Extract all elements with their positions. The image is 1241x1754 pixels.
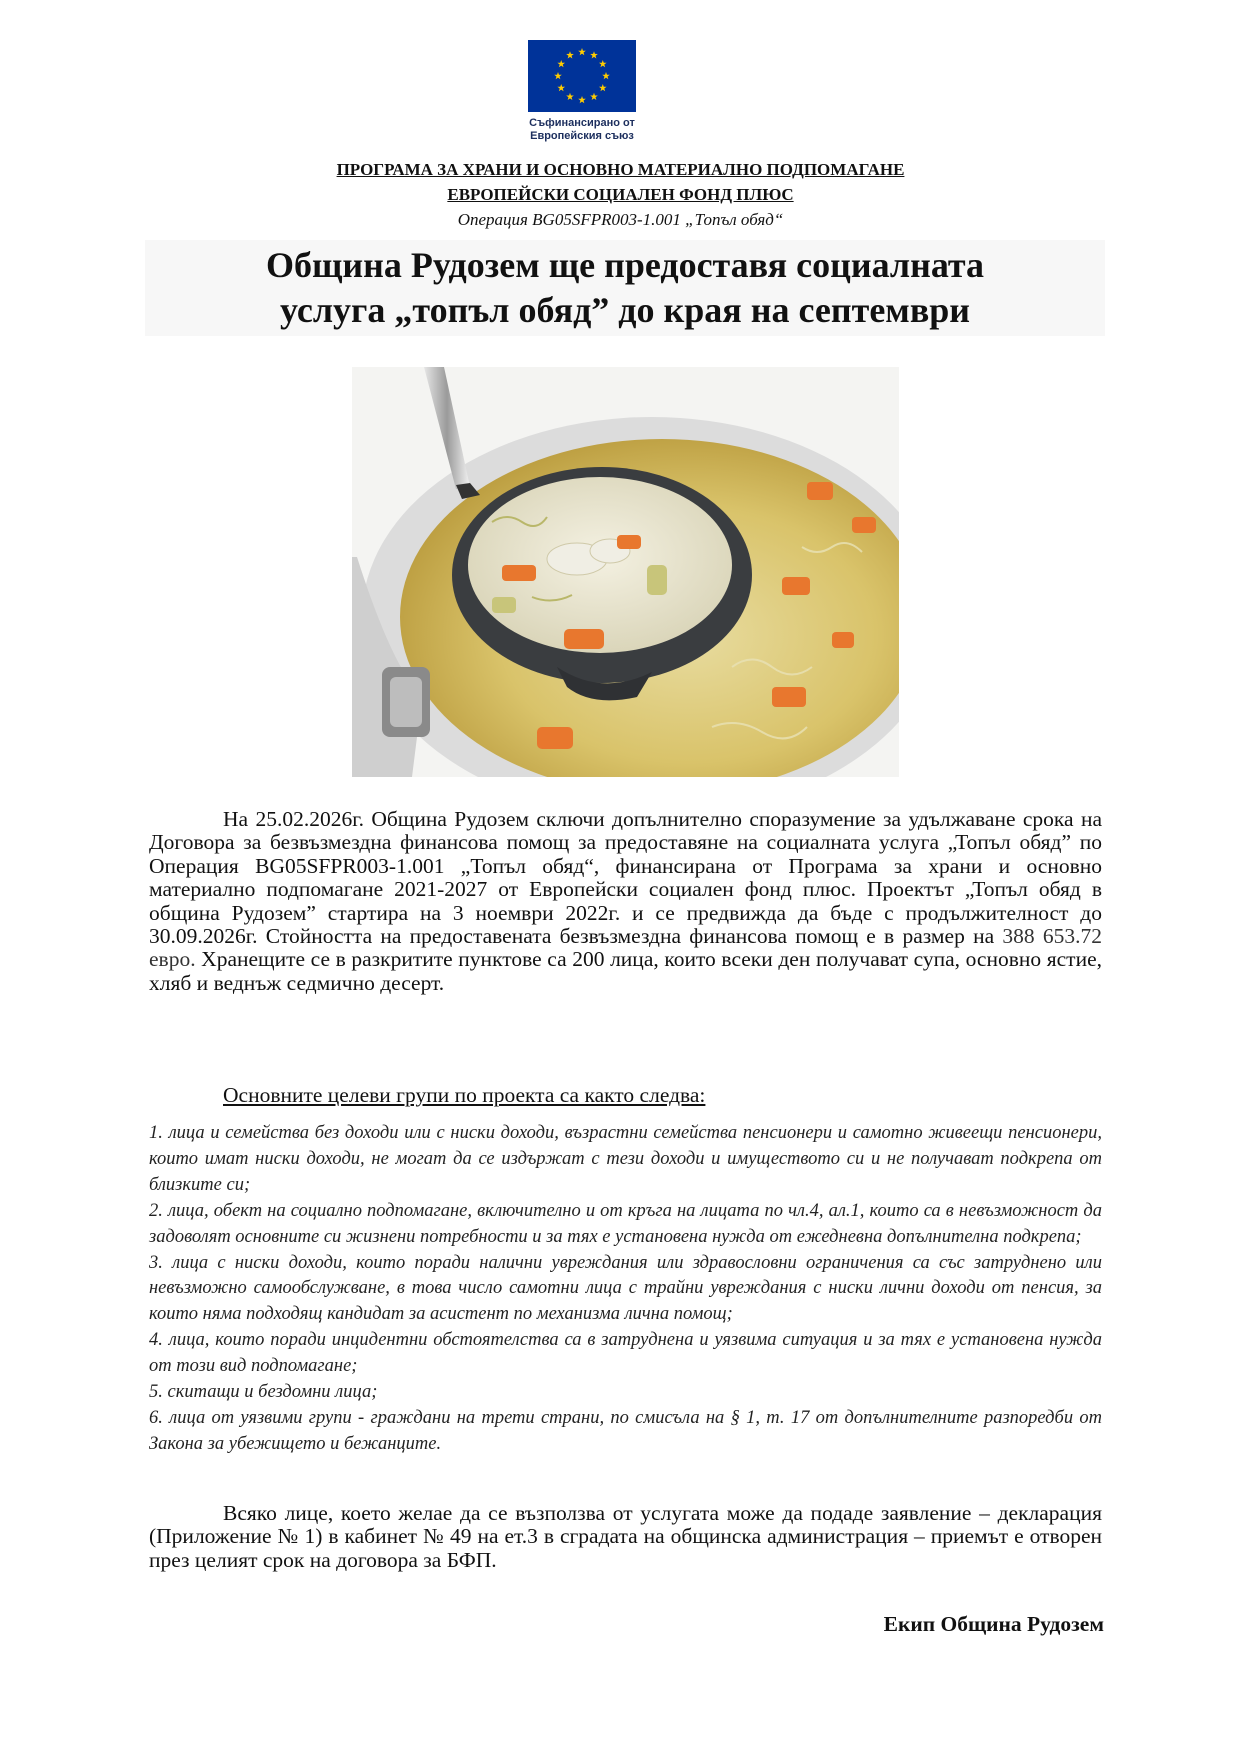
page-title-line2: услуга „топъл обяд” до края на септември (279, 290, 971, 330)
list-item: 2. лица, обект на социално подпомагане, включително и от кръга на лицата по чл.4, ал.1, които са в невъзможност да задоволят основните си жизнени потребности и за тях е установена нужда от ежедневна допълнителна подкрепа; (149, 1200, 1102, 1247)
page-title (145, 243, 1105, 333)
target-groups-heading: Основните целеви групи по проекта са както следва: (223, 1083, 706, 1107)
list-item: 4. лица, които поради инцидентни обстоятелства са в затруднена и уязвима ситуация и за тях е установена нужда от този вид подпомагане; (149, 1330, 1102, 1377)
soup-ladle-photo (352, 367, 899, 777)
list-item: 1. лица и семейства без доходи или с ниски доходи, възрастни семейства пенсионери и самотно живеещи пенсионери, които имат ниски доходи, не могат да се издържат с тези доходи и имуществото си и не получават подкрепа от близките си; (149, 1123, 1102, 1195)
application-paragraph: Всяко лице, което желае да се възползва от услугата може да подаде заявление – декларация (Приложение № 1) в кабинет № 49 на ет.3 в сградата на общинска администрация – приемът е отворен през целият срок на договора за БФП. (149, 1501, 1102, 1572)
eu-logo (527, 40, 637, 143)
eu-logo-caption (527, 117, 637, 143)
eu-flag-icon (528, 40, 636, 112)
target-groups-list (149, 1121, 1102, 1458)
signature: Екип Община Рудозем (883, 1612, 1104, 1636)
list-item: 6. лица от уязвими групи - граждани на трети страни, по смисъла на § 1, т. 17 от допълнителните разпоредби от Закона за убежището и бежанците. (149, 1407, 1102, 1454)
list-item: 3. лица с ниски доходи, които поради налични увреждания или здравословни ограничения са със затруднено или невъзможно самообслужване, в това число самотни лица с трайни увреждания с ниски лични доходи от пенсия, за които няма подходящ кандидат за асистент по механизма лична помощ; (149, 1252, 1102, 1325)
fund-title: ЕВРОПЕЙСКИ СОЦИАЛЕН ФОНД ПЛЮС (447, 185, 794, 204)
intro-text: На 25.02.2026г. Община Рудозем сключи допълнително споразумение за удължаване срока на Договора за безвъзмездна финансова помощ за предоставяне на социалната услуга „Топъл обяд” по Операция BG05SFPR003-1.001 „Топъл обяд“, финансирана от Програма за храни и основно материално подпомагане 2021-2027 от Европейски социален фонд плюс. Проектът „Топъл обяд в община Рудозем” стартира на 3 ноември 2022г. и се предвижда да бъде с продължителност до 30.09.2026г. Стойността на предоставената безвъзмездна финансова помощ е в размер на (149, 807, 1102, 949)
intro-text-tail: Хранещите се в разкритите пунктове са 200 лица, които всеки ден получават супа, основно ястие, хляб и веднъж седмично десерт. (149, 947, 1102, 995)
eu-logo-caption-line1: Съфинансирано от (529, 117, 635, 129)
program-title: ПРОГРАМА ЗА ХРАНИ И ОСНОВНО МАТЕРИАЛНО ПОДПОМАГАНЕ (336, 160, 905, 179)
operation-label: Операция BG05SFPR003-1.001 „Топъл обяд“ (457, 210, 784, 229)
list-item: 5. скитащи и бездомни лица; (149, 1382, 378, 1403)
eu-logo-caption-line2: Европейския съюз (530, 130, 634, 142)
grant-amount: 388 653.72 евро. (149, 924, 1102, 972)
intro-paragraph (149, 808, 1102, 995)
page-title-line1: Община Рудозем ще предоставя социалната (265, 245, 985, 285)
